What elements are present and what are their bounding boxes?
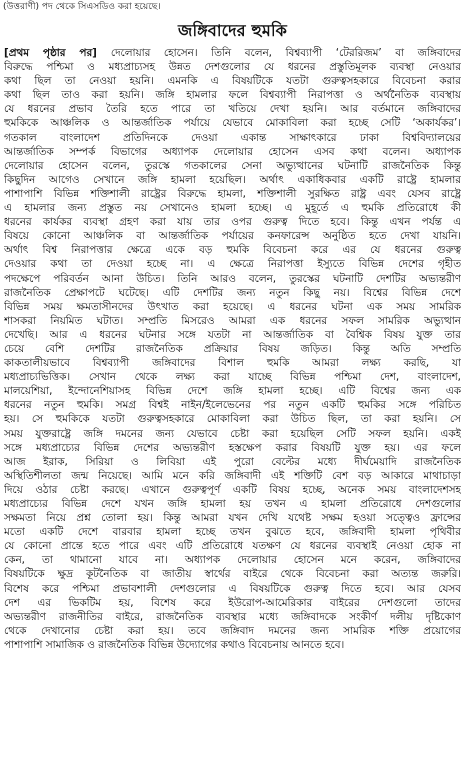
article-line: বিরুদ্ধে পশ্চিমা ও মধ্যপ্রাচ্যসহ উন্নত দেশগুলোর যে ধরনের প্রস্তুতিমূলক ব্যবস্থা নেওয়ার: [4, 61, 461, 74]
article-line: ধরনের কার্যকর ব্যবস্থা গ্রহণ করা যায় তার ওপর গুরুত্ব দিতে হবে। কিন্তু এখন পর্যন্ত এ: [4, 216, 461, 229]
article-line: অস্থিতিশীলতা জন্ম নিয়েছে। আমি মনে করি জঙ্গিবাদী এই শক্তিটি বেশ বড় আকারে মাথাচাড়া: [4, 469, 461, 482]
article-line: কিছুদিন আগেও সেখানে জঙ্গি হামলা হয়েছিল। অর্থাৎ একাধিকবার একটি রাষ্ট্রে হামলার: [4, 173, 461, 186]
article-line: থেকে দেখানোর চেষ্টা করা হয়। তবে জঙ্গিবাদ দমনের জন্য সামরিক শক্তি প্রয়োগের: [4, 624, 461, 637]
article-line: কেন, তা থামানো যাবে না। অধ্যাপক দেলোয়ার হোসেন মনে করেন, জঙ্গিবাদের: [4, 554, 461, 567]
article-line: দিয়ে ওঠার চেষ্টা করছে। এখানে গুরুত্বপূর্ণ একটি বিষয় হচ্ছে, অনেক সময় বাংলাদেশসহ: [4, 483, 461, 496]
article-line: কাকতালীয়ভাবে বিশ্বব্যাপী জঙ্গিবাদের বিশাল হুমকি আমরা লক্ষ্য করছি, যা: [4, 357, 461, 370]
article-line-text: দেলোয়ার হোসেন। তিনি বলেন, বিশ্বব্যাপী ‘টেররিজম’ বা জঙ্গিবাদের: [110, 47, 461, 59]
article-line: শাসকরা নিয়মিত ঘটাত। সম্প্রতি মিসরেও আমরা এক ধরনের সফল সামরিক অভ্যুত্থান: [4, 314, 461, 327]
article-line: কথা ছিল তা নেওয়া হয়নি। এমনকি এ বিষয়টিকে যতটা গুরুত্বসহকারে বিবেচনা করার: [4, 75, 461, 88]
article-line: বিশেষ করে পশ্চিমা প্রভাবশালী দেশগুলোর এ বিষয়টিকে গুরুত্ব দিতে হবে। আর যেসব: [4, 582, 461, 595]
article-line: পদক্ষেপে পরিবর্তন আনা উচিত। তিনি আরও বলেন, তুরস্কের ঘটনাটি দেশটির অভ্যন্তরীণ: [4, 272, 461, 285]
article-line: মধ্যপ্রাচ্যভিত্তিক। সেখান থেকে লক্ষ্য করা যাচ্ছে বিভিন্ন পশ্চিমা দেশ, বাংলাদেশ,: [4, 371, 461, 384]
article-line: কথা ছিল তাও করা হয়নি। জঙ্গি হামলার ফলে বিশ্বব্যাপী নিরাপত্তা ও অর্থনৈতিক ব্যবস্থায়: [4, 89, 461, 102]
article-line: সময় যুক্তরাষ্ট্রে জঙ্গি দমনের জন্য যেভাবে চেষ্টা করা হয়েছিল সেটি সফল হয়নি। একই: [4, 427, 461, 440]
article-line: যে ধরনের প্রভাব তৈরি হতে পারে তা খতিয়ে দেখা হয়নি। আর বর্তমানে জঙ্গিবাদের: [4, 103, 461, 116]
article-line: ধরনের নতুন হুমকি। সমগ্র বিশ্বই নাইন/ইলেভেনের পর নতুন একটি হুমকির সঙ্গে পরিচিত: [4, 399, 461, 412]
article-line: এ হামলার জন্য প্রস্তুত নয় সেখানেও হামলা হচ্ছে। এ মুহূর্তে এ হুমকি প্রতিরোধে কী: [4, 202, 461, 215]
article-line: বিষয়টিকে ক্ষুদ্র কূটনৈতিক বা জাতীয় স্বার্থের বাইরে থেকে বিবেচনা করা অত্যন্ত জরুরি।: [4, 568, 461, 581]
article-line: গতকাল বাংলাদেশ প্রতিদিনকে দেওয়া একান্ত সাক্ষাৎকারে ঢাকা বিশ্ববিদ্যালয়ের: [4, 131, 461, 144]
article-line: চেয়ে বেশি দেশটির রাজনৈতিক প্রক্রিয়ার বিষয় জড়িত। কিন্তু অতি সম্প্রতি: [4, 342, 461, 355]
article-line: সক্ষমতা নিয়ে প্রশ্ন তোলা হয়। কিন্তু আমরা যখন দেখি যথেষ্ট সক্ষম হওয়া সত্ত্বেও ফ্রান্সের: [4, 512, 461, 525]
article-line: হয়। সে হুমকিকে যতটা গুরুত্বসহকারে মোকাবিলা করা উচিত ছিল, তা করা হয়নি। সে: [4, 413, 461, 426]
article-line: যে কোনো প্রান্তে হতে পারে এবং এটি প্রতিরোধে যতক্ষণ যে ধরনের ব্যবস্থাই নেওয়া হোক না: [4, 540, 461, 553]
article-body: [4, 46, 461, 764]
article-line: মধ্যপ্রাচ্যের বিভিন্ন দেশে যখন জঙ্গি হামলা হয় তখন এ হামলা প্রতিরোধে দেশগুলোর: [4, 498, 461, 510]
article-line: সঙ্গে মধ্যপ্রাচ্যের বিভিন্ন দেশের অভ্যন্তরীণ হস্তক্ষেপ করার বিষয়টি যুক্ত হয়। এর ফলে: [4, 441, 461, 454]
article-line: [4, 46, 461, 60]
top-cutoff-text: (উত্তরাণী) পদ থেকে সিএসডিও করা হয়েছে।: [3, 2, 161, 12]
article-line: মালয়েশিয়া, ইন্দোনেশিয়াসহ বিভিন্ন দেশে জঙ্গি হামলা হচ্ছে। এটি বিশ্বের জন্য এক: [4, 385, 461, 398]
article-line: পাশাপাশি সামাজিক ও রাজনৈতিক বিভিন্ন উদ্যোগের কথাও বিবেচনায় আনতে হবে।: [4, 638, 345, 651]
article-line: রাজনৈতিক প্রেক্ষাপটে ঘটেছে। এটি দেশটির জন্য নতুন কিছু নয়। বিশ্বের বিভিন্ন দেশে: [4, 286, 461, 299]
article-line: পাশাপাশি বিভিন্ন শক্তিশালী রাষ্ট্রের বিরুদ্ধে হামলা, শক্তিশালী সুরক্ষিত রাষ্ট্র এবং যেসব রাষ্ট্রে: [4, 187, 461, 200]
article-line: মতো একটি দেশে বারবার হামলা হচ্ছে তখন বুঝতে হবে, জঙ্গিবাদী হামলা পৃথিবীর: [4, 526, 461, 539]
article-line: আজ ইরাক, সিরিয়া ও লিবিয়া এই পুরো বেল্টের মধ্যে দীর্ঘমেয়াদি রাজনৈতিক: [4, 455, 461, 468]
article-line: দেলোয়ার হোসেন বলেন, তুরস্কে গতকালের সেনা অভ্যুত্থানের ঘটনাটি রাজনৈতিক কিন্তু: [4, 159, 461, 172]
article-line: অর্থাৎ বিশ্ব নিরাপত্তার ক্ষেত্রে একে বড় হুমকি বিবেচনা করে এর যে ধরনের গুরুত্ব: [4, 244, 461, 257]
article-headline: জঙ্গিবাদের হুমকি: [178, 21, 287, 40]
article-line: অভ্যন্তরীণ রাজনীতির বাইরে, রাজনৈতিক ব্যবস্থার মধ্যে জঙ্গিবাদকে সংকীর্ণ দলীয় দৃষ্টিকোণ: [4, 610, 461, 623]
article-line: দেওয়ার কথা তা দেওয়া হচ্ছে না। এ ক্ষেত্রে নিরাপত্তা ইস্যুতে বিভিন্ন দেশের গৃহীত: [4, 258, 461, 271]
article-line: হুমকিকে আঞ্চলিক ও আন্তর্জাতিক পর্যায়ে যেভাবে মোকাবিলা করা হচ্ছে সেটি ‘অকার্যকর’।: [4, 117, 461, 130]
article-line: বিষয়ে কোনো আঞ্চলিক বা আন্তর্জাতিক পর্যায়ের কনফারেন্স অনুষ্ঠিত হতে দেখা যায়নি।: [4, 230, 461, 243]
article-line: আন্তর্জাতিক সম্পর্ক বিভাগের অধ্যাপক দেলোয়ার হোসেন এসব কথা বলেন। অধ্যাপক: [4, 145, 461, 158]
continued-from-page-note: [প্রথম পৃষ্ঠার পর]: [4, 47, 111, 59]
article-line: দেশ এর ভিকটিম হয়, বিশেষ করে ইউরোপ-আমেরিকার বাইরের দেশগুলো তাদের: [4, 596, 461, 609]
article-line: দেখেছি। আর এ ধরনের ঘটনার সঙ্গে যতটা না আন্তর্জাতিক বা বৈশ্বিক বিষয় যুক্ত তার: [4, 328, 461, 341]
article-line: বিভিন্ন সময় ক্ষমতাসীনদের উৎখাত করা হয়েছে। এ ধরনের ঘটনা এক সময় সামরিক: [4, 300, 461, 313]
